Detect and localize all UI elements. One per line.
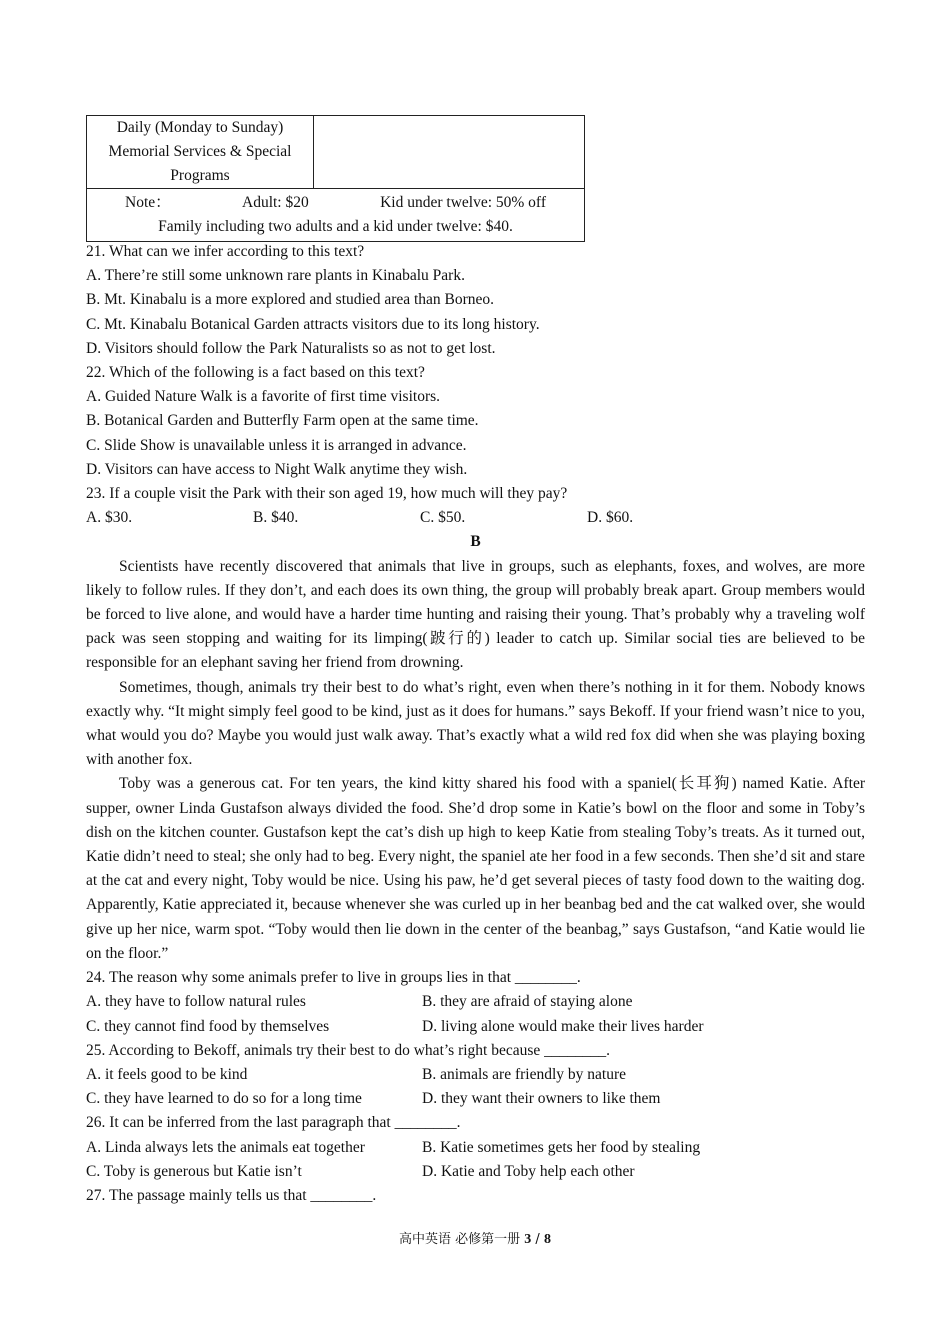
option-row [86,1015,865,1039]
option: C. Mt. Kinabalu Botanical Garden attracts visitors due to its long history. [86,315,540,333]
question-stem: 25. According to Bekoff, animals try their best to do what’s right because ________. [86,1041,611,1059]
schedule-line: Daily (Monday to Sunday) [116,119,284,136]
option: B. Botanical Garden and Butterfly Farm open at the same time. [86,412,479,430]
question-stem: 24. The reason why some animals prefer to live in groups lies in that ________. [86,969,581,987]
passage-paragraph: Sometimes, though, animals try their best to do what’s right, even when there’s nothing in it for them. Nobody knows exactly why. “It might simply feel good to be kind, just as it does for humans.” says Bekoff. If your friend wasn’t nice to you, what would you do? Maybe you would just walk away. That’s exactly what a wild red fox did when she was playing boxing with another fox. [86,678,865,769]
option: C. they have learned to do so for a long time [86,1090,362,1108]
document-body [86,240,865,1208]
family-price: Family including two adults and a kid under twelve: $40. [158,218,513,235]
option: D. $60. [587,509,634,527]
option: C. Toby is generous but Katie isn’t [86,1162,302,1180]
option: D. living alone would make their lives harder [422,1017,704,1035]
option: A. $30. [86,509,133,527]
adult-price: Adult: $20 [242,194,309,211]
question-stem: 27. The passage mainly tells us that ________. [86,1186,377,1204]
footer-label: 高中英语 必修第一册 [399,1232,525,1247]
question-stem: 22. Which of the following is a fact based on this text? [86,364,425,382]
question-stem: 21. What can we infer according to this text? [86,243,365,260]
question-stem: 23. If a couple visit the Park with their son aged 19, how much will they pay? [86,485,568,503]
option: B. they are afraid of staying alone [422,993,633,1011]
option: C. Slide Show is unavailable unless it is arranged in advance. [86,436,467,454]
schedule-cell [87,116,314,189]
option-row [86,1087,865,1111]
option: C. $50. [420,509,466,527]
passage-paragraph: Toby was a generous cat. For ten years, the kind kitty shared his food with a spaniel(长耳狗) named Katie. After supper, owner Linda Gustafson always divided the food. She’d drop some in Katie’s bowl on the floor and some in Toby’s dish on the kitchen counter. Gustafson kept the cat’s dish up high to keep Katie from stealing Toby’s treats. As it turned out, Katie didn’t need to steal; she only had to beg. Every night, the spaniel ate her food in a few seconds. Then she’d sit and stare at the cat and every night, Toby would be nice. Using his paw, he’d get several pieces of tasty food down to the waiting dog. Apparently, Katie appreciated it, because whenever she was curled up in her beanbag bed and the cat walked over, she would give up her nice, warm spot. “Toby would then lie down in the center of the beanbag,” says Gustafson, “and Katie would lie on the floor.” [86,775,865,962]
passage-paragraph: Scientists have recently discovered that animals that live in groups, such as elephants, foxes, and wolves, are more likely to follow rules. If they don’t, and each does its own thing, the group will probably break apart. Group members would be forced to live alone, and would have a harder time hunting and raising their young. That’s probably why a traveling wolf pack was seen stopping and waiting for its limping(跛行的) leader to catch up. Similar social ties are believed to be responsible for an elephant saving her friend from drowning. [86,557,865,672]
option: D. Visitors can have access to Night Walk anytime they wish. [86,460,468,478]
option: D. Visitors should follow the Park Naturalists so as not to get lost. [86,339,496,357]
option-row [86,506,865,530]
price-note-cell [87,189,585,242]
option-row [86,1063,865,1087]
option-row [86,1160,865,1184]
option: A. Guided Nature Walk is a favorite of first time visitors. [86,388,441,406]
note-label: Note： [125,194,171,211]
option: B. Mt. Kinabalu is a more explored and studied area than Borneo. [86,291,495,309]
option: B. Katie sometimes gets her food by stealing [422,1138,701,1156]
empty-cell [314,116,585,189]
schedule-line: Memorial Services & Special [108,143,292,160]
option: A. they have to follow natural rules [86,993,306,1011]
page-footer [0,1228,950,1248]
option: A. There’re still some unknown rare plants in Kinabalu Park. [86,267,465,285]
option: B. $40. [253,509,299,527]
schedule-line: Programs [170,167,230,184]
option-row [86,1136,865,1160]
option: D. Katie and Toby help each other [422,1162,635,1180]
option: A. it feels good to be kind [86,1065,248,1083]
table-row [87,189,585,242]
price-note-line [87,191,584,215]
option: B. animals are friendly by nature [422,1065,627,1083]
option: C. they cannot find food by themselves [86,1017,330,1035]
option-row [86,990,865,1014]
section-heading: B [470,533,481,551]
kid-discount: Kid under twelve: 50% off [380,194,546,211]
price-table [86,115,585,242]
page-total: 8 [543,1232,551,1247]
option: D. they want their owners to like them [422,1090,661,1108]
page-number: 3 [524,1232,532,1247]
table-row [87,116,585,189]
option: A. Linda always lets the animals eat together [86,1138,365,1156]
page-separator: / [531,1232,544,1247]
question-stem: 26. It can be inferred from the last paragraph that ________. [86,1114,461,1132]
